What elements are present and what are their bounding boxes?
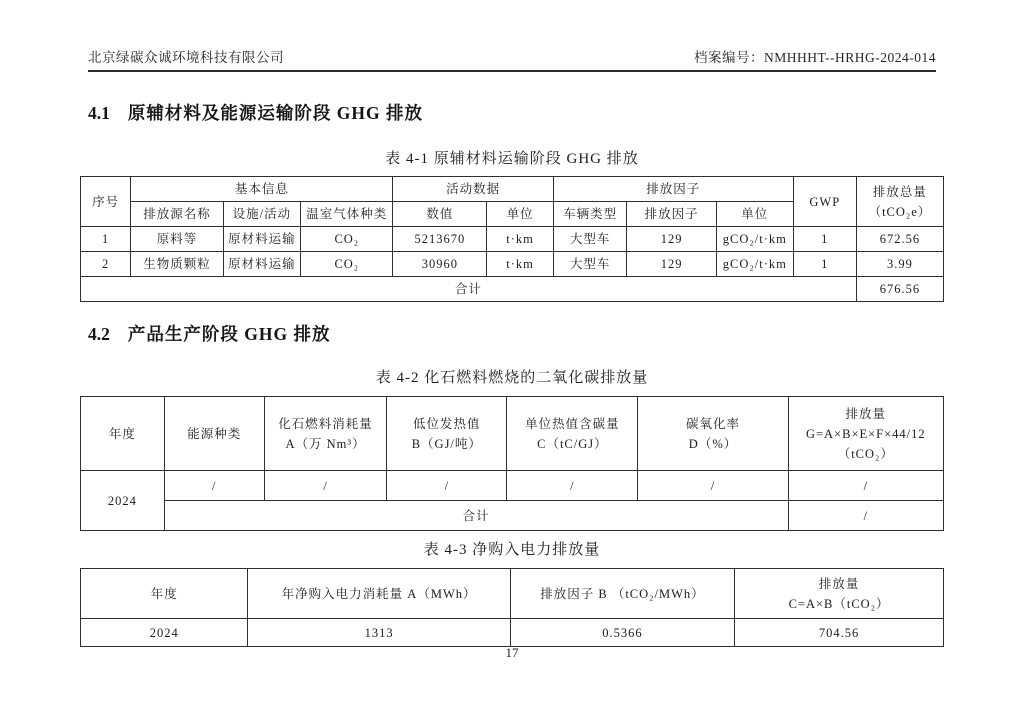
table-cell: 基本信息 [131, 177, 393, 202]
table-cell: t·km [487, 252, 554, 277]
table-cell: 3.99 [856, 252, 943, 277]
table-cell: t·km [487, 227, 554, 252]
table-cell: 672.56 [856, 227, 943, 252]
header-divider [88, 70, 936, 72]
table-cell: GWP [793, 177, 856, 227]
table-cell: 2 [81, 252, 131, 277]
table-cell: 排放因子 [627, 202, 717, 227]
table-cell: 1313 [248, 619, 510, 647]
table-cell: 大型车 [553, 227, 626, 252]
table-cell: 低位发热值 B（GJ/吨） [387, 397, 507, 471]
table-cell: 年净购入电力消耗量 A（MWh） [248, 569, 510, 619]
table-cell: / [387, 471, 507, 501]
table-cell: 排放源名称 [131, 202, 223, 227]
table-cell: 30960 [393, 252, 487, 277]
table-cell: 化石燃料消耗量 A（万 Nm³） [264, 397, 387, 471]
document-header [88, 46, 936, 66]
table-cell: 单位热值含碳量 C（tC/GJ） [507, 397, 638, 471]
section-4-2-title: 产品生产阶段 GHG 排放 [127, 324, 331, 344]
table-cell: 温室气体种类 [301, 202, 393, 227]
table-4-2 [80, 396, 944, 531]
section-4-1-heading [88, 100, 944, 125]
table-cell: 年度 [81, 569, 248, 619]
table-4-2-caption: 表 4-2 化石燃料燃烧的二氧化碳排放量 [375, 370, 649, 386]
table-4-3 [80, 568, 944, 647]
table-cell: 合计 [81, 277, 857, 302]
table-cell: 数值 [393, 202, 487, 227]
table-cell: / [264, 471, 387, 501]
table-cell: gCO₂/t·km [716, 252, 793, 277]
table-cell: 排放量 C=A×B（tCO₂） [735, 569, 944, 619]
page-number: 17 [505, 645, 519, 660]
table-cell: 生物质颗粒 [131, 252, 223, 277]
table-cell: 排放因子 B （tCO₂/MWh） [510, 569, 734, 619]
table-cell: 原材料运输 [223, 227, 301, 252]
table-cell: 129 [627, 227, 717, 252]
table-cell: 单位 [487, 202, 554, 227]
table-4-1-caption: 表 4-1 原辅材料运输阶段 GHG 排放 [385, 151, 639, 167]
table-cell: 676.56 [856, 277, 943, 302]
table-cell: / [164, 471, 264, 501]
table-cell: 排放量 G=A×B×E×F×44/12 （tCO₂） [788, 397, 943, 471]
section-4-1-title: 原辅材料及能源运输阶段 GHG 排放 [127, 103, 423, 123]
table-cell: 合计 [164, 501, 788, 531]
table-cell: 排放总量 （tCO₂e） [856, 177, 943, 227]
table-cell: / [638, 471, 788, 501]
table-cell: 1 [793, 252, 856, 277]
table-cell: 年度 [81, 397, 165, 471]
table-cell: 大型车 [553, 252, 626, 277]
table-cell: 车辆类型 [553, 202, 626, 227]
table-cell: 序号 [81, 177, 131, 227]
table-cell: 129 [627, 252, 717, 277]
table-cell: 能源种类 [164, 397, 264, 471]
table-cell: 单位 [716, 202, 793, 227]
section-4-1-number: 4.1 [88, 103, 110, 123]
table-cell: CO₂ [301, 227, 393, 252]
table-cell: 碳氧化率 D（%） [638, 397, 788, 471]
section-4-2-heading [88, 321, 944, 346]
table-cell: 活动数据 [393, 177, 553, 202]
table-cell: / [788, 501, 943, 531]
table-cell: 1 [793, 227, 856, 252]
header-company: 北京绿碳众诚环境科技有限公司 [88, 50, 284, 65]
section-4-2-number: 4.2 [88, 324, 110, 344]
table-4-3-caption: 表 4-3 净购入电力排放量 [423, 542, 601, 558]
table-cell: / [507, 471, 638, 501]
table-cell: 704.56 [735, 619, 944, 647]
table-cell: 2024 [81, 619, 248, 647]
header-file-number: 档案编号：NMHHHT--HRHG-2024-014 [694, 50, 936, 65]
table-cell: gCO₂/t·km [716, 227, 793, 252]
table-cell: 原材料运输 [223, 252, 301, 277]
table-cell: 2024 [81, 471, 165, 531]
table-cell: 设施/活动 [223, 202, 301, 227]
table-cell: CO₂ [301, 252, 393, 277]
table-4-1 [80, 176, 944, 302]
table-cell: 0.5366 [510, 619, 734, 647]
table-cell: 原料等 [131, 227, 223, 252]
table-cell: 5213670 [393, 227, 487, 252]
table-cell: / [788, 471, 943, 501]
table-cell: 排放因子 [553, 177, 793, 202]
table-cell: 1 [81, 227, 131, 252]
